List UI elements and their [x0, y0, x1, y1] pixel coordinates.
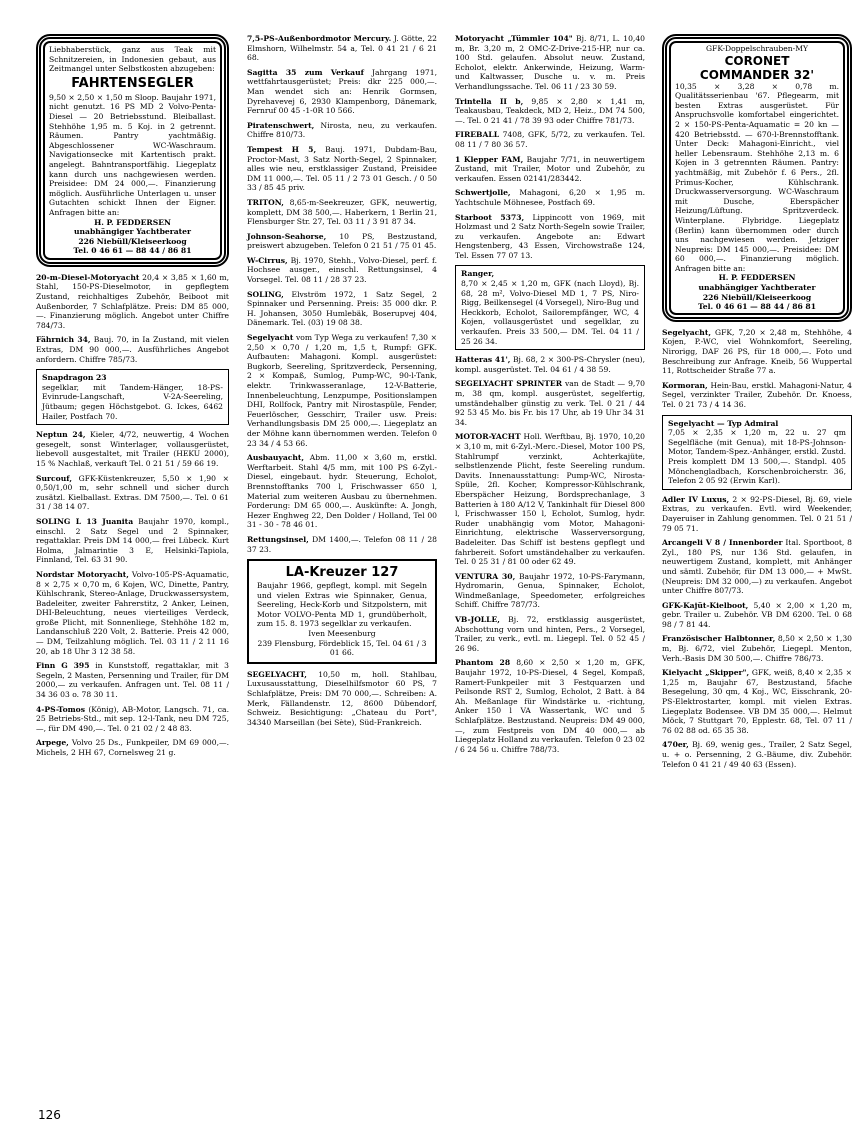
advisor-phone: Tel. 0 46 61 — 88 44 / 86 81 [73, 246, 192, 256]
classified-ad [36, 474, 229, 512]
advisor-phone: Tel. 0 46 61 — 88 44 / 86 81 [698, 302, 816, 312]
classified-ad [247, 535, 437, 554]
classified-ad [662, 668, 852, 735]
ad-headline: Starboot 5373, [455, 212, 525, 222]
classified-ad [36, 273, 229, 331]
classified-ad [36, 661, 229, 699]
classified-ad [247, 34, 437, 63]
ad-headline: Tempest H 5, [247, 144, 317, 154]
featured-ad-coronet [662, 34, 852, 322]
ad-headline: Kielyacht „Skipper", [662, 668, 750, 678]
classified-ad [662, 415, 852, 490]
ad-text: Volvo-105-PS-Aquamatic, 8 × 2,75 × 0,70 m, 6 Kojen, WC, Dinette, Pantry, Kühlschrank, Stereo-Anlage, Druckwassersystem, Badeleiter, zweiter Fahrerstitz, 2 Anker, Leinen, DHI-Beleuchtung, neues vierteiliges Verdeck, große Plicht, mit Sonnenliege, Stehhöhe 182 m, Landanschluß 220 Volt, 2. Batterie. Preis 42 000,— DM, Teilzahlung möglich. Tel. 03 11 / 2 11 16 20, ab 18 Uhr 3 12 38 58. [36, 569, 229, 656]
ad-headline: SOLING, [247, 289, 284, 299]
column-1 [36, 34, 229, 763]
ad-text: 8,70 × 2,45 × 1,20 m, GFK (nach Lloyd), Bj. 68, 28 m², Volvo-Diesel MD 1, 7 PS, Niro-Rigg, Beilkensegel (4 Vorsegel), Niro-Bug und Heckkorb, Echolot, Sailorempfänger, WC, 4 Kojen, vollausgerüstet und segelklar, zu verkaufen. Preis 33 500,— DM. Tel. 04 11 / 25 26 34. [461, 279, 639, 346]
ad-text: GFK, weiß, 8,40 × 2,35 × 1,25 m, Baujahr 67, Bestzustand, 5fache Besegelung, 30 qm, 4 Koj., WC, Eisschrank, 20-PS-Elektrostarter, kompl. mit vielen Extras. Liegeplatz Bodensee. VB DM 35 000,—. Helmut Möck, 7 Stuttgart 70, Epplestr. 68, Tel. 07 11 / 76 02 88 od. 65 35 38. [662, 668, 852, 735]
ad-headline: Motoryacht „Tümmler 104" [455, 34, 573, 43]
ad-headline: Hatteras 41', [455, 355, 511, 365]
ad-text: 8,65-m-Seekreuzer, GFK, neuwertig, komplett, DM 38 500,—. Haberkern, 1 Berlin 21, Flensburger Str. 27, Tel. 03 11 / 3 91 87 34. [247, 197, 437, 227]
column-2 [247, 34, 437, 732]
classified-ad [662, 381, 852, 410]
classified-list [455, 34, 645, 754]
classified-ad [662, 538, 852, 596]
ad-text: 10,50 m, holl. Stahlbau, Luxusausstattung, Dieselhilfsmotor 60 PS, 7 Schlafplätze, Preis: DM 70 000,—. Schreiben: A. Merk, Fällandenstr. 12, 8600 Dübendorf, Schweiz. Besichtigung: „Chateau du Port", 34340 Marseillan (bei Sète), Süd-Frankreich. [247, 669, 438, 727]
advisor-name: H. P. FEDDERSEN [718, 273, 796, 283]
ad-headline: 4-PS-Tomos [36, 704, 86, 714]
ad-text: Ital. Sportboot, 8 Zyl., 180 PS, nur 136 Std. gelaufen, in neuwertigem Zustand, komplett, mit Anhänger und sämtl. Zubehör, für DM 13 000,— + MwSt. (Neupreis: DM 32 000,—) zu verkaufen. Angebot unter Chiffre 807/73. [662, 538, 852, 596]
ad-title: LA-Kreuzer 127 [285, 565, 399, 581]
page-number: 126 [38, 1108, 61, 1122]
classified-ad [455, 213, 645, 261]
classified-ad [455, 355, 645, 374]
ad-headline: Schwertjolle, [455, 188, 511, 198]
column-4 [662, 34, 852, 774]
ad-text: 8,60 × 2,50 × 1,20 m, GFK, Baujahr 1972, 10-PS-Diesel, 4 Segel, Kompaß, Ramert-Funkpeiler mit 3 Festquarzen und Peilsonde RST 2, Sumlog, Echolot, 2 Batt. à 84 Ah. Meßanlage für Windstärke u. -richtung, Anker 150 l VA Wassertank, WC und 5 Schlafplätze. Bestzustand. Neupreis: DM 49 000,—, zum Festpreis von DM 40 000,— ab Liegeplatz Holland zu verkaufen. Telefon 0 23 02 / 6 24 56 u. Chiffre 788/73. [455, 658, 645, 754]
classified-ad [36, 369, 229, 425]
featured-ad-la-kreuzer [247, 559, 437, 664]
classified-ad [36, 335, 229, 364]
ad-text: 20,4 × 3,85 × 1,60 m, Stahl, 150-PS-Dieselmotor, in gepflegtem Zustand, reichhaltiges Zubehör, Beiboot mit Außenborder, 7 Schlafplätze. Preis: DM 85 000,—. Finanzierung möglich. Angebot unter Chiffre 784/73. [36, 272, 229, 330]
ad-headline: Sagitta 35 zum Verkauf [247, 67, 364, 77]
classified-ad [247, 670, 437, 728]
advisor-address: 226 Niebüll/Kleiseerkoog [78, 236, 187, 246]
advisor-name: H. P. FEDDERSEN [94, 217, 171, 227]
classified-ad [662, 328, 852, 376]
ad-text: 2 × 92-PS-Diesel, Bj. 69, viele Extras, zu verkaufen. Evtl. wird Weekender, Dayeruiser in Zahlung genommen. Tel. 0 21 51 / 79 05 71. [662, 494, 852, 533]
ad-text: Mahagoni, 6,20 × 1,95 m. Yachtschule Möhnesee, Postfach 69. [455, 188, 645, 207]
ad-text: (König), AB-Motor, Langsch. 71, ca. 25 Betriebs-Std., mit sep. 12-l-Tank, neu DM 725,—, für DM 490,—. Tel. 0 21 02 / 2 48 83. [36, 704, 229, 733]
ad-headline: SEGELYACHT, [247, 669, 307, 679]
ad-text: Lippincott von 1969, mit Holzmast und 2 Satz North-Segeln sowie Trailer, zu verkaufen. Angebote an: Edwart Hengstenberg, 43 Essen, Virchowstraße 124, Tel. Essen 77 07 13. [455, 212, 645, 260]
classified-ad [247, 121, 437, 140]
ad-title-1: CORONET [724, 53, 790, 68]
ad-headline: VENTURA 30, [455, 571, 516, 581]
classified-ad [455, 615, 645, 653]
ad-text: Baujahr 1970, kompl., einschl. 2 Satz Segel und 2 Spinnaker, regattaklar. Preis DM 14 000,— frei Lübeck. Kurt Holma, Jalmarintie 3 E, Helsinki-Tapiola, Finnland, Tel. 63 31 90. [36, 516, 229, 565]
ad-headline: 1 Klepper FAM, [455, 154, 524, 164]
ad-headline: Arcangeli V 8 / Innenborder [662, 538, 783, 548]
ad-text: GFK, 7,20 × 2,48 m, Stehhöhe, 4 Kojen, P.-WC, viel Wohnkomfort, Seereling, Nirorigg, DAF 26 PS, für 18 000,—. Foto und Beschreibung zur Anfrage. Kneib, 56 Wuppertal 11, Rottscheider Straße 77 a. [662, 327, 852, 376]
classified-ad [455, 34, 645, 92]
ad-headline: Rettungsinsel, [247, 534, 309, 544]
ad-body: 10,35 × 3,28 × 0,78 m. Qualitätsserienbau '67. Pflegearm, mit besten Extras ausgerüstet. Für Anspruchsvolle komfortabel eingerichtet. 2 × 150-PS-Penta-Aquamatic = 20 kn — 420 Betriebsstd. — 670-l-Brennstofftank. Unter Deck: Mahagoni-Einricht., viel heller Lebensraum. Stehhöhe 2,13 m. 6 Kojen in 3 getrennten Räumen. Pantry: yachtmäßig, mit Zubehör f. 6 Pers., 2fl. Primus-Kocher, Kühlschrank. Druckwasserversorgung. WC-Waschraum mit Dusche, Eberspächer Heizung/Lüftung. Spritzverdeck. Winterplane. Flybridge. Liegeplatz (Berlin) kann übernommen oder durch uns nachgewiesen werden. Jetziger Neupreis: DM 145 000,—. Preisidee: DM 60 000,—. Finanzierung möglich. Anfragen bitte an: [675, 81, 839, 273]
ad-text: Volvo 25 Ds., Funkpeiler, DM 69 000,—. Michels, 2 HH 67, Cornelsweg 21 g. [36, 738, 229, 757]
ad-headline: Phantom 28 [455, 658, 511, 668]
classified-ad [455, 155, 645, 184]
classified-ad [662, 601, 852, 630]
ad-text: 10 PS, Bestzustand, preiswert abzugeben. Telefon 0 21 51 / 75 01 45. [247, 231, 437, 251]
ad-headline: Ranger, [461, 269, 495, 279]
classified-ad [662, 495, 852, 533]
classified-ad [455, 379, 645, 427]
classified-ad [662, 740, 852, 769]
ad-headline: Surcouf, [36, 473, 72, 483]
classified-ad [455, 432, 645, 566]
classified-ad [455, 265, 645, 350]
ad-text: 8,50 × 2,50 × 1,30 m, Bj. 6/72, viel Zubehör, Liegepl. Menton, Verh.-Basis DM 30 500,—. Chiffre 786/73. [662, 634, 852, 663]
ad-intro: Liebhaberstück, ganz aus Teak mit Schnitzereien, in Indonesien gebaut, aus Zeitmangel unter Selbstkosten abzugeben: [49, 45, 216, 74]
ad-title-2: COMMANDER 32' [699, 67, 815, 82]
ad-text: Bj. 69, wenig ges., Trailer, 2 Satz Segel, u. + o. Persenning, 2 G.-Bäume, div. Zubehör. Telefon 0 41 21 / 49 40 63 (Essen). [662, 740, 852, 769]
classified-ad [247, 145, 437, 193]
ad-headline: 20-m-Diesel-Motoryacht [36, 272, 140, 282]
ad-text: Bj. 8/71, L. 10,40 m, Br. 3,20 m, 2 OMC-Z-Drive-215-HP, nur ca. 100 Std. gelaufen. Absolut neuw. Zustand, Echolot, elektr. Ankerwinde, Heizung, Warm- und Kaltwasser, Dusche u. v. m. Preis Verhandlungssache. Tel. 06 11 / 23 30 59. [455, 34, 645, 91]
ad-text: Nirosta, neu, zu verkaufen. Chiffre 810/73. [247, 120, 437, 140]
ad-text: Bj. 72, erstklassig ausgerüstet, Abschottung vorn und hinten, Pers., 2 Vorsegel, Trailer, zu verk., evtl. m. Liegepl. Tel. 0 52 45 / 26 96. [455, 615, 645, 653]
ad-text: 7408, GFK, 5/72, zu verkaufen. Tel. 08 11 / 7 80 36 57. [455, 130, 645, 149]
ad-headline: Segelyacht, [662, 327, 711, 337]
classified-ad [662, 634, 852, 663]
ad-text: Elvström 1972, 1 Satz Segel, 2 Spinnaker und Persenning. Preis: 35 000 dkr. P. H. Johansen, 3050 Humlebäk, Boserupvej 404, Dänemark. Tel. (03) 19 08 38. [247, 289, 437, 328]
ad-text: Kieler, 4/72, neuwertig, 4 Wochen gesegelt, sonst Winterlager, vollausgerüstet, liebevoll ausgestaltet, mit Trailer (HEKU 2000), 15 % Nachlaß, verkauft Tel. 0 21 51 / 59 66 19. [36, 430, 229, 468]
ad-headline: Finn G 395 [36, 661, 90, 671]
ad-text: Bj. 1970, Stehh., Volvo-Diesel, perf. f. Hochsee ausger., einschl. Rettungsinsel, 4 Vorsegel. Tel. 08 11 / 28 37 23. [247, 255, 437, 285]
ad-headline: GFK-Kajüt-Kielboot, [662, 600, 749, 610]
classified-ad [247, 290, 437, 328]
ad-headline: Französischer Halbtonner, [662, 634, 776, 644]
classified-ad [36, 738, 229, 757]
ad-headline: SOLING L 13 Juanita [36, 516, 134, 526]
classified-ad [455, 130, 645, 149]
ad-headline: Johnson-Seahorse, [247, 231, 327, 241]
ad-text: Jahrgang 1971, wettfahrtausgerüstet; Preis: dkr 225 000,—. Man wendet sich an: Henrik Gormsen, Dyrehavevej 6, 2930 Klampenborg, Dänemark, Fernruf 00 45 -1-0R 10 566. [247, 67, 437, 116]
ad-text: DM 1400,—. Telefon 08 11 / 28 37 23. [247, 534, 437, 554]
ad-text: Bj. 68, 2 × 300-PS-Chrysler (neu), kompl. ausgerüstet. Tel. 04 61 / 4 38 59. [455, 355, 645, 374]
classified-ad [455, 97, 645, 126]
ad-text: Abm. 11,00 × 3,60 m, erstkl. Werftarbeit. Stahl 4/5 mm, mit 100 PS 6-Zyl.-Diesel, eingebaut. hydr. Steuerung, Echolot, Brennstofftanks 700 l, Frischwasser 650 l, Material zum weiteren Ausbau zu übernehmen. Forderung: DM 65 000,—. Auskünfte: A. Jongh, Hezer Enghweg 22, Den Dolder / Holland, Tel 00 31 - 30 - 78 46 01. [247, 453, 437, 530]
classified-ad [247, 453, 437, 530]
ad-headline: Snapdragon 23 [42, 373, 107, 383]
ad-text: Bauj. 70, in Ia Zustand, mit vielen Extras, DM 90 000,—. Ausführliches Angebot anfordern. Chiffre 785/73. [36, 335, 229, 364]
classified-ad [36, 705, 229, 734]
ad-headline: Nordstar Motoryacht, [36, 569, 129, 579]
ad-headline: Piratenschwert, [247, 120, 315, 130]
ad-headline: FIREBALL [455, 130, 500, 140]
ad-headline: Arpege, [36, 738, 69, 748]
ad-text: Holl. Werftbau, Bj. 1970, 10,20 × 3,10 m, mit 6-Zyl.-Merc.-Diesel, Motor 100 PS, Stahlrumpf verzinkt, Achterkajüte, selbstlenzende Plicht, feste Seereling rundum. Davits. Innenausstattung: Pump-WC, Nirosta-Spüle, 2fl. Kocher, Kompressor-Kühlschrank, Eberspächer Heizung, Bordsprechanlage, 3 Batterien à 180 A/12 V, Tankinhalt für Diesel 800 l, Frischwasser 150 l, Echolot, Sumlog, hydr. Ruder unabhängig vom Motor, Mahagoni-Einrichtung, elektrische Wasserversorgung, Badeleiter. Das Schiff ist bestens gepflegt und fahrbereit. Sofort umständehalber zu verkaufen. Tel. 0 25 31 / 81 00 oder 62 49. [455, 432, 645, 567]
classified-ad [455, 658, 645, 754]
classified-ad [455, 188, 645, 207]
advisor-address: 226 Niebüll/Kleiseerkoog [702, 292, 812, 302]
ad-text: 5,40 × 2,00 × 1,20 m, gebr. Trailer u. Zubehör. VB DM 6200. Tel. 0 68 98 / 7 81 44. [662, 600, 852, 629]
ad-headline: VB-JOLLE, [455, 615, 500, 625]
ad-headline: Kormoran, [662, 380, 708, 390]
ad-headline: MOTOR-YACHT [455, 432, 521, 442]
ad-text: in Kunststoff, regattaklar, mit 3 Segeln, 2 Masten, Persenning und Trailer, für DM 2000,— zu verkaufen. Anfragen unt. Tel. 08 11 / 34 36 03 o. 78 30 11. [36, 661, 229, 700]
ad-text: van de Stadt — 9,70 m, 38 qm, kompl. ausgerüstet, segelfertig, umständehalber günstig zu verk. Tel. 0 21 / 44 92 53 45 Mo. bis Fr. bis 17 Uhr, ab 19 Uhr 34 31 34. [455, 379, 645, 427]
ad-body: 9,50 × 2,50 × 1,50 m Sloop. Baujahr 1971, nicht genutzt. 16 PS MD 2 Volvo-Penta-Diesel — 20 Betriebsstund. Bleiballast. Stehhöhe 1,95 m. 5 Koj. in 2 getrennt. Räumen. Pantry yachtmäßig. Abgeschlossener WC-Waschraum. Navigationsecke mit Kartentisch prakt. angelegt. Bahntransportfähig. Liegeplatz kann durch uns nachgewiesen werden. Preisidee: DM 24 000,—. Finanzierung möglich. Ausführliche Unterlagen u. unser Gutachten schickt Ihnen der Eigner. Anfragen bitte an: [49, 92, 216, 217]
ad-headline: Segelyacht — Typ Admiral [668, 418, 779, 428]
column-3 [455, 34, 645, 759]
classified-list [36, 273, 229, 758]
ad-headline: Fährnich 34, [36, 335, 91, 345]
classified-ad [247, 198, 437, 227]
classified-ad [247, 256, 437, 285]
ad-body: Baujahr 1966, gepflegt, kompl. mit Segeln und vielen Extras wie Spinnaker, Genua, Seereling, Heck-Korb und Sitzpolstern, mit Motor VOLVO-Penta MD 1, grundüberholt, zum 15. 8. 1973 segelklar zu verkaufen. [257, 581, 427, 629]
ad-text: vom Typ Wega zu verkaufen! 7,30 × 2,50 × 0,70 / 1,20 m, 1,5 t, Rumpf: GFK. Aufbauten: Mahagoni. Kompl. ausgerüstet: Bugkorb, Seereling, Spritzverdeck, Persenning, 2 × Kompaß, Sumlog, Pump-WC, 90-l-Tank, elektr. Trinkwasseranlage, 12-V-Batterie, Innenbeleuchtung, Lenzpumpe, Positionslampen DHI, Rollfock, Pantry mit Nirostaspüle, Fender, Feuerlöscher, Gesschirr, Trailer usw. Preis: Verhandlungsbasis DM 25 000,—. Liegeplatz an der Möhne kann übernommen werden. Telefon 0 23 34 / 4 53 66. [247, 333, 437, 448]
ad-headline: 470er, [662, 740, 689, 750]
ad-text: 7,05 × 2,35 × 1,20 m, 22 u. 27 qm Segelfläche (mit Genua), mit 18-PS-Johnson-Motor, Tandem-Spez.-Anhänger, erstkl. Zustd. Preis komplett DM 13 500,—. Standpl. 405 Mönchengladbach, Korschenbroicherstr. 36, Telefon 2 05 92 (Erwin Karl). [668, 428, 846, 486]
advisor-role: unabhängiger Yachtberater [698, 283, 816, 293]
ad-text: Baujahr 7/71, in neuwertigem Zustand, mit Trailer, Motor und Zubehör, zu verkaufen. Essen 02141/283442. [455, 154, 645, 183]
classified-list [662, 328, 852, 769]
ad-headline: Trintella II b, [455, 96, 524, 106]
ad-title: FAHRTENSEGLER [71, 75, 194, 91]
ad-address: Iven Meesenburg 239 Flensburg, Fördeblick 15, Tel. 04 61 / 3 01 66. [257, 629, 427, 658]
classified-ad [36, 517, 229, 565]
ad-text: Baujahr 1972, 10-PS-Farymann, Hydromarin, Genua, Spinnaker, Echolot, Windmeßanlage, Speedometer, erfolgreiches Schiff. Chiffre 787/73. [455, 571, 645, 610]
ad-headline: Ausbauyacht, [247, 453, 305, 463]
ad-text: J. Götte, 22 Elmshorn, Wilhelmstr. 54 a, Tel. 0 41 21 / 6 21 68. [247, 34, 437, 63]
classified-list [247, 34, 437, 554]
classified-ad [247, 68, 437, 116]
ad-text: GFK-Küstenkreuzer, 5,50 × 1,90 × 0,50/1,00 m, sehr schnell und sicher durch zusätzl. Kielballast. Extras. DM 7500,—. Tel. 0 61 31 / 38 14 07. [36, 473, 229, 512]
ad-headline: 7,5-PS-Außenbordmotor Mercury. [247, 34, 392, 43]
ad-text: segelklar, mit Tandem-Hänger, 18-PS-Evinrude-Langschaft, V-2A-Seereling, Jütbaum; gegen Höchstgebot. G. Ickes, 6462 Hailer, Postfach 70. [42, 382, 223, 421]
classified-ad [455, 572, 645, 610]
ad-headline: W-Cirrus, [247, 255, 288, 265]
featured-ad-fahrtensegler [36, 34, 229, 267]
classified-ad [247, 232, 437, 251]
classified-ad [247, 333, 437, 448]
ad-headline: Neptun 24, [36, 430, 86, 440]
classified-ad [36, 430, 229, 468]
ad-headline: Segelyacht [247, 333, 294, 343]
advisor-role: unabhängiger Yachtberater [73, 227, 192, 237]
ad-text: 9,85 × 2,80 × 1,41 m, Teakausbau, Teakdeck, MD 2, Heiz., DM 74 500,—. Tel. 0 21 41 / 78 39 93 oder Chiffre 781/73. [455, 96, 645, 125]
ad-headline: TRITON, [247, 197, 284, 207]
ad-type: GFK-Doppelschrauben-MY [705, 44, 808, 53]
ad-text: Bauj. 1971, Dubdam-Bau, Proctor-Mast, 3 Satz North-Segel, 2 Spinnaker, alles wie neu, erstklassiger Zustand, Preisidee DM 11 000,—. Tel. 05 11 / 2 73 01 Gesch. / 0 50 33 / 85 45 priv. [247, 144, 437, 193]
classified-ad [36, 570, 229, 656]
ad-text: Hein-Bau, erstkl. Mahagoni-Natur, 4 Segel, verzinkter Trailer, Zubehör. Dr. Knoess, Tel. 0 21 73 / 4 14 36. [662, 380, 852, 409]
ad-headline: SEGELYACHT SPRINTER [455, 379, 563, 389]
ad-headline: Adler IV Luxus, [662, 494, 730, 504]
